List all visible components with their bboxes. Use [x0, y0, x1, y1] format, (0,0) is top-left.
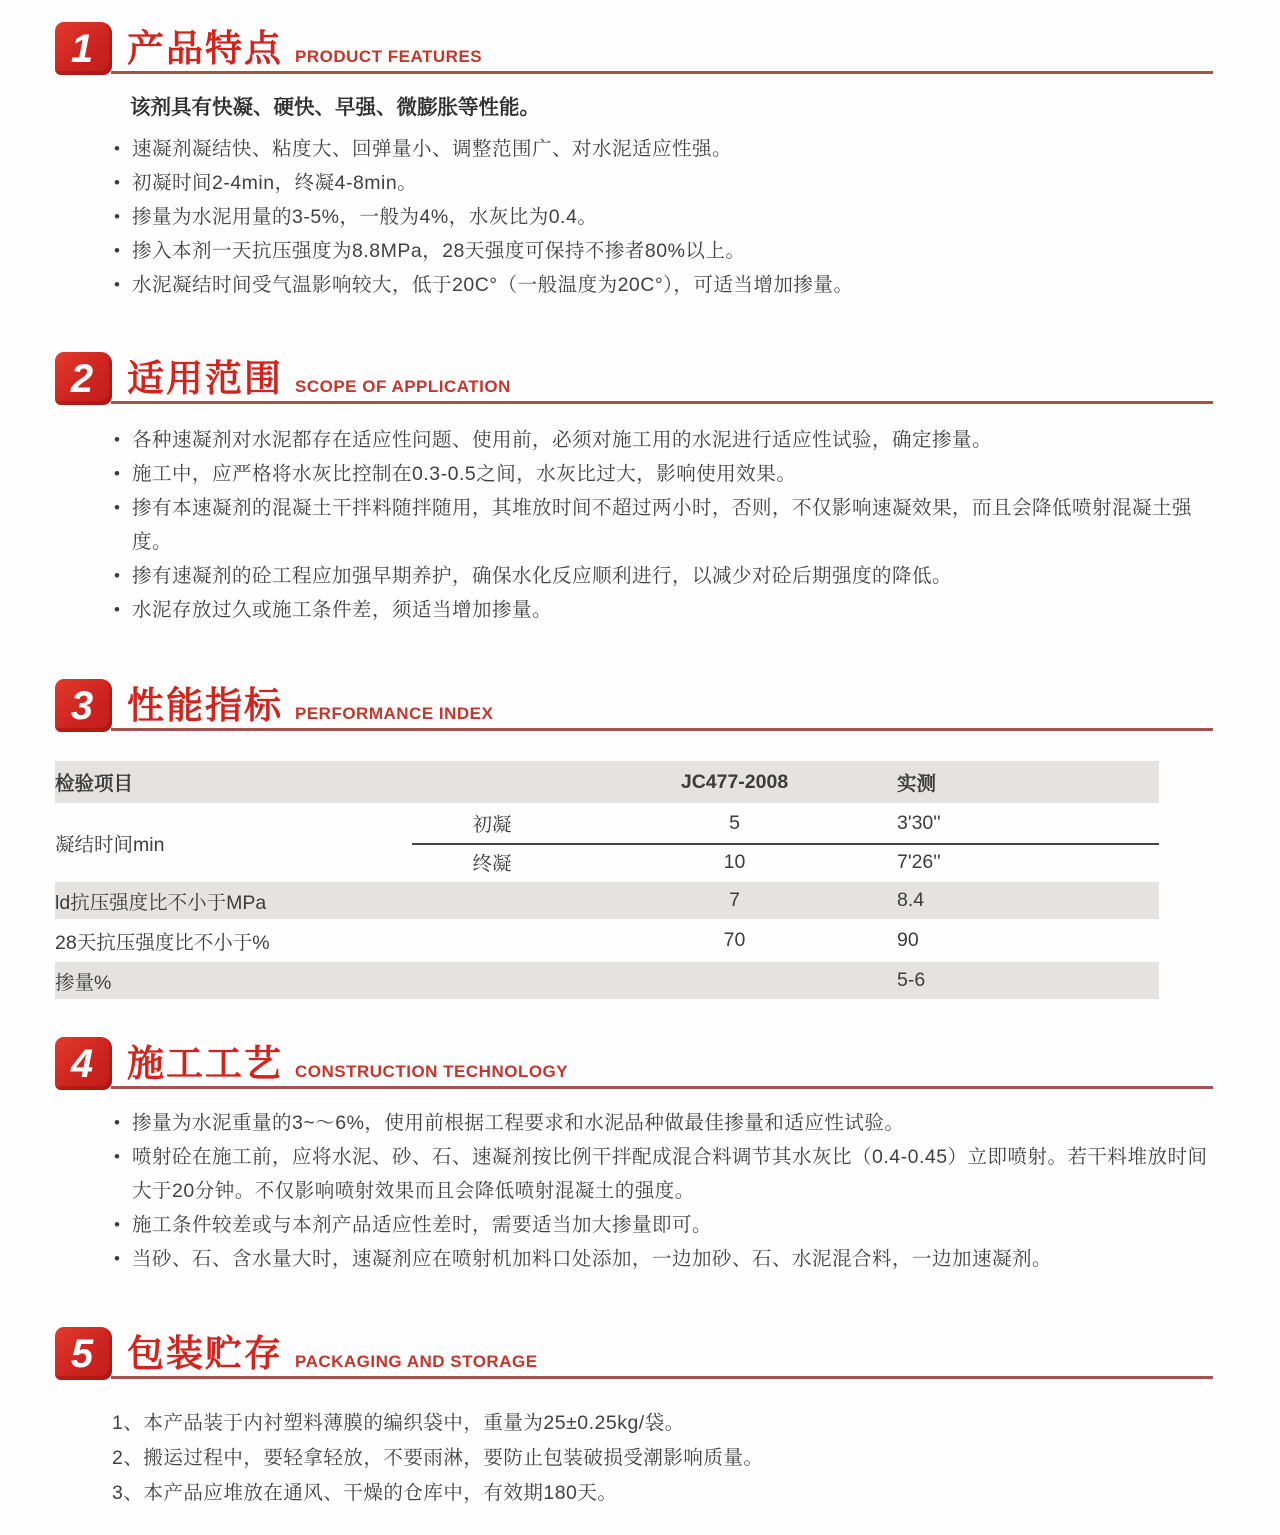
section-1-underline: [111, 71, 1213, 74]
table-cell-final-set-measured: 7'26'': [897, 843, 1159, 879]
section-3-title: 性能指标: [127, 685, 283, 726]
table-cell-initial-set-standard: 5: [729, 811, 740, 834]
numbered-item: 2、搬运过程中，要轻拿轻放，不要雨淋，要防止包装破损受潮影响质量。: [112, 1447, 764, 1469]
section-4-number-badge: 4: [55, 1037, 112, 1090]
bullet-item: • 掺有速凝剂的砼工程应加强早期养护，确保水化反应顺利进行，以减少对砼后期强度的降低。: [114, 559, 1218, 593]
bullet-item: • 掺入本剂一天抗压强度为8.8MPa，28天强度可保持不掺者80%以上。: [114, 234, 1218, 268]
section-1-header: [55, 21, 1213, 75]
table-cell-final-set-standard: 10: [572, 843, 897, 879]
section-5-title: 包装贮存: [127, 1333, 283, 1374]
section-2-number-badge: 2: [55, 352, 112, 405]
section-5-header: [55, 1326, 1213, 1380]
section-1-bullet-list: [114, 132, 1218, 302]
bullet-item: • 掺有本速凝剂的混凝土干拌料随拌随用，其堆放时间不超过两小时，否则，不仅影响速凝效果，而且会降低喷射混凝土强度。: [114, 491, 1218, 559]
bullet-item: • 速凝剂凝结快、粘度大、回弹量小、调整范围广、对水泥适应性强。: [114, 132, 1218, 166]
table-cell-1d-strength-standard: 7: [572, 882, 897, 919]
bullet-item: • 掺量为水泥重量的3~～6%，使用前根据工程要求和水泥品种做最佳掺量和适应性试验。: [114, 1106, 1218, 1140]
section-3-subtitle: PERFORMANCE INDEX: [295, 704, 494, 723]
section-1-intro: 该剂具有快凝、硬快、早强、微膨胀等性能。: [130, 96, 540, 119]
product-spec-page: [0, 21, 1280, 1535]
section-2-header: [55, 351, 1213, 405]
bullet-item: • 当砂、石、含水量大时，速凝剂应在喷射机加料口处添加，一边加砂、石、水泥混合料，一边加速凝剂。: [114, 1242, 1218, 1276]
bullet-item: • 初凝时间2-4min，终凝4-8min。: [114, 166, 1218, 200]
bullet-item: • 喷射砼在施工前，应将水泥、砂、石、速凝剂按比例干拌配成混合料调节其水灰比（0.4-0.45）立即喷射。若干料堆放时间大于20分钟。不仅影响喷射效果而且会降低喷射混凝土的强度。: [114, 1140, 1218, 1208]
section-2-bullet-list: [114, 423, 1218, 627]
bullet-item: • 水泥存放过久或施工条件差，须适当增加掺量。: [114, 593, 1218, 627]
section-4-header: [55, 1036, 1213, 1090]
numbered-item: 1、本产品装于内衬塑料薄膜的编织袋中，重量为25±0.25kg/袋。: [112, 1412, 685, 1434]
table-cell-1d-strength-label: ld抗压强度比不小于MPa: [55, 882, 572, 919]
section-5-underline: [111, 1376, 1213, 1379]
bullet-item: • 施工条件较差或与本剂产品适应性差时，需要适当加大掺量即可。: [114, 1208, 1218, 1242]
section-4-title: 施工工艺: [127, 1043, 283, 1084]
section-5-numbered-list: [112, 1406, 1218, 1511]
section-2-title: 适用范围: [127, 358, 283, 399]
performance-index-table: [55, 758, 1159, 1002]
section-1-title: 产品特点: [127, 28, 283, 69]
section-3-header: [55, 678, 1213, 732]
section-4-subtitle: CONSTRUCTION TECHNOLOGY: [295, 1062, 569, 1081]
table-cell-28d-strength-measured: 90: [897, 929, 919, 951]
bullet-item: • 掺量为水泥用量的3-5%，一般为4%，水灰比为0.4。: [114, 200, 1218, 234]
table-cell-dosage-standard: [572, 962, 897, 999]
section-5-number-badge: 5: [55, 1327, 112, 1380]
table-cell-1d-strength-measured: 8.4: [897, 882, 1159, 919]
table-header-item: 检验项目: [55, 761, 572, 803]
table-cell-28d-strength-standard: 70: [723, 929, 746, 951]
section-4-bullet-list: [114, 1106, 1218, 1276]
section-3-number-badge: 3: [55, 679, 112, 732]
table-cell-28d-strength-label: 28天抗压强度比不小于%: [55, 931, 270, 954]
section-3-underline: [111, 728, 1213, 731]
bullet-item: • 各种速凝剂对水泥都存在适应性问题、使用前，必须对施工用的水泥进行适应性试验，确定掺量。: [114, 423, 1218, 457]
section-2-subtitle: SCOPE OF APPLICATION: [295, 377, 511, 396]
table-header-measured: 实测: [897, 761, 1159, 803]
section-2-underline: [111, 401, 1213, 404]
table-cell-initial-set: 初凝: [472, 814, 512, 836]
table-cell-dosage-measured: 5-6: [897, 962, 1159, 999]
table-cell-initial-set-measured: 3'30'': [897, 811, 941, 834]
section-4-underline: [111, 1086, 1213, 1089]
table-cell-final-set: 终凝: [412, 843, 572, 879]
table-header-standard: JC477-2008: [572, 761, 897, 803]
table-cell-setting-time-label: 凝结时间min: [55, 833, 165, 856]
section-5-subtitle: PACKAGING AND STORAGE: [295, 1352, 538, 1371]
bullet-item: • 施工中，应严格将水灰比控制在0.3-0.5之间，水灰比过大，影响使用效果。: [114, 457, 1218, 491]
section-1-number-badge: 1: [55, 22, 112, 75]
table-cell-dosage-label: 掺量%: [55, 962, 572, 999]
bullet-item: • 水泥凝结时间受气温影响较大，低于20C°（一般温度为20C°），可适当增加掺量。: [114, 268, 1218, 302]
section-1-subtitle: PRODUCT FEATURES: [295, 47, 483, 66]
numbered-item: 3、本产品应堆放在通风、干燥的仓库中，有效期180天。: [112, 1482, 618, 1504]
